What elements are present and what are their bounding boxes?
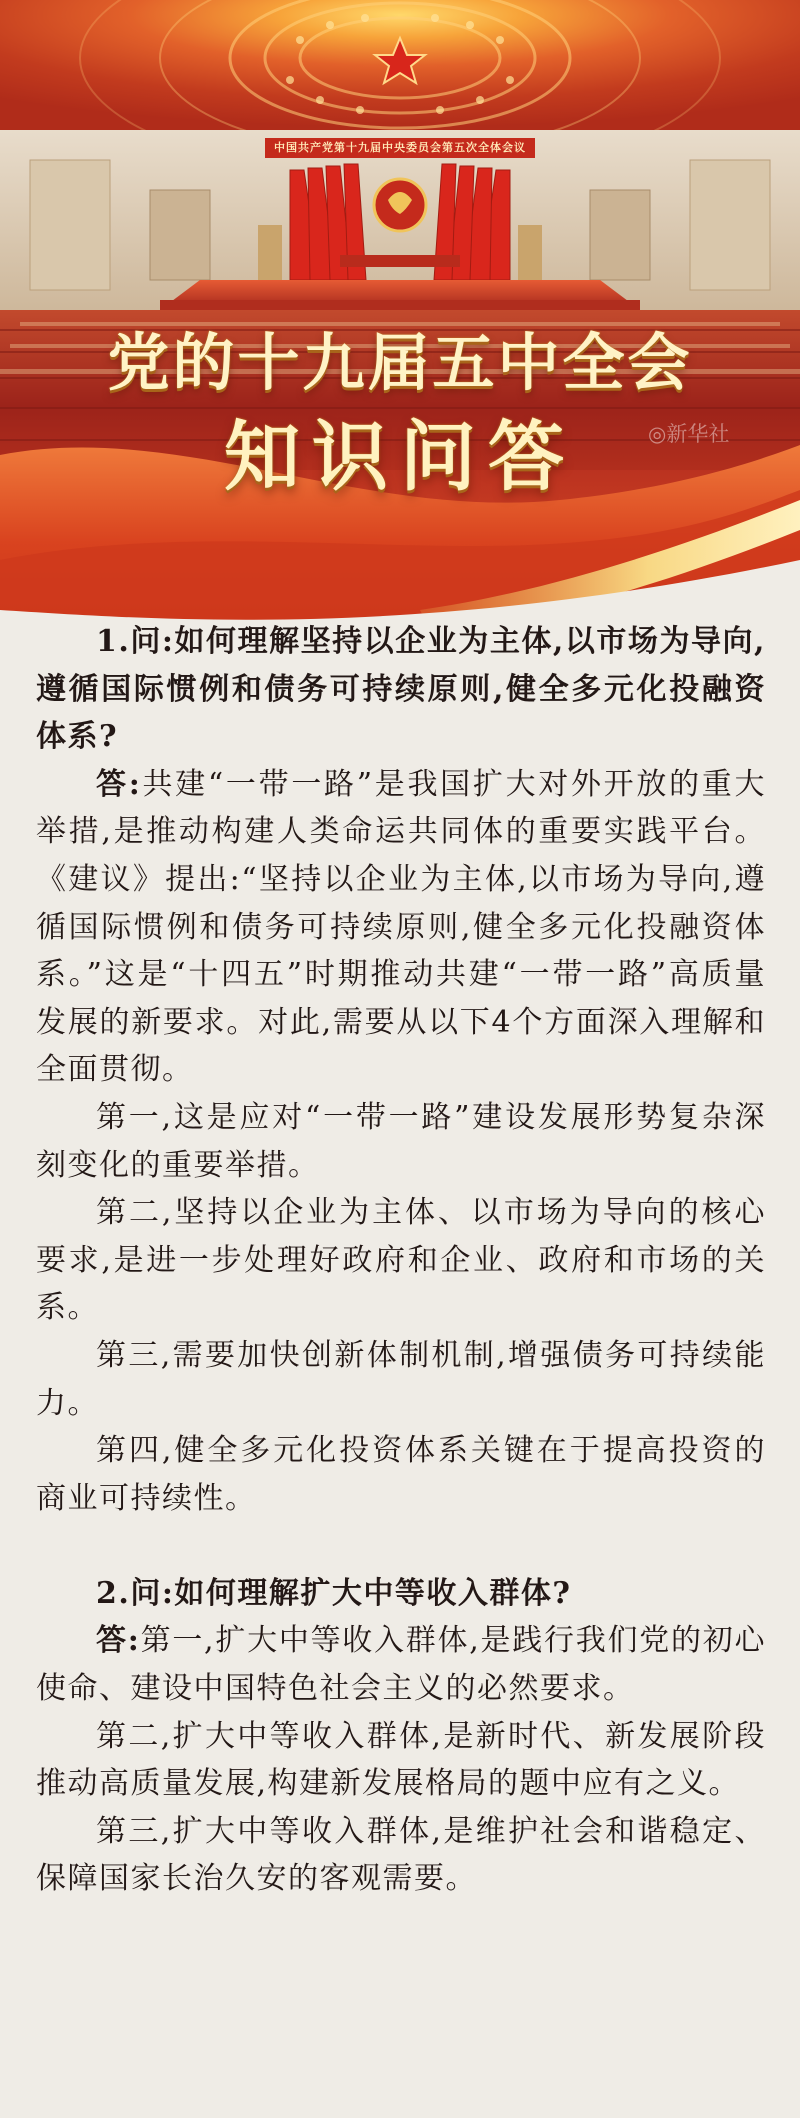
- title-line-1: 党的十九届五中全会: [107, 326, 693, 399]
- answer-2-intro: [36, 1617, 766, 1712]
- hall-banner-text: 中国共产党第十九届中央委员会第五次全体会议: [274, 141, 526, 154]
- hall-illustration: [0, 0, 800, 640]
- answer-1-point-1: 第一,这是应对“一带一路”建设发展形势复杂深刻变化的重要举措。: [36, 1099, 766, 1183]
- answer-2-point-3: 第三,扩大中等收入群体,是维护社会和谐稳定、保障国家长治久安的客观需要。: [36, 1813, 766, 1897]
- question-1: 1.问:如何理解坚持以企业为主体,以市场为导向,遵循国际惯例和债务可持续原则,健全多元化投融资体系?: [36, 624, 766, 755]
- answer-2-text: 第一,扩大中等收入群体,是践行我们党的初心使命、建设中国特色社会主义的必然要求。: [36, 1623, 767, 1707]
- answer-2-label: 答:: [96, 1623, 141, 1659]
- title-line-2: 知识问答: [224, 412, 576, 501]
- article-body: [36, 618, 766, 1903]
- answer-1-text: 共建“一带一路”是我国扩大对外开放的重大举措,是推动构建人类命运共同体的重要实践平台。《建议》提出:“坚持以企业为主体,以市场为导向,遵循国际惯例和债务可持续原则,健全多元化投融资体系。”这是“十四五”时期推动共建“一带一路”高质量发展的新要求。对此,需要从以下4个方面深入理解和全面贯彻。: [36, 766, 766, 1088]
- header-banner: [0, 0, 800, 640]
- section-gap: [36, 1522, 766, 1570]
- question-2: 2.问:如何理解扩大中等收入群体?: [96, 1575, 572, 1611]
- answer-1-point-2: 第二,坚持以企业为主体、以市场为导向的核心要求,是进一步处理好政府和企业、政府和市场的关系。: [36, 1195, 766, 1326]
- answer-2-point-2: 第二,扩大中等收入群体,是新时代、新发展阶段推动高质量发展,构建新发展格局的题中应有之义。: [36, 1718, 766, 1802]
- answer-1-label: 答:: [96, 766, 142, 802]
- answer-1-point-3: 第三,需要加快创新体制机制,增强债务可持续能力。: [36, 1337, 766, 1421]
- answer-1-intro: [36, 761, 766, 1094]
- xinhua-watermark: ◎新华社: [648, 422, 730, 446]
- answer-1-point-4: 第四,健全多元化投资体系关键在于提高投资的商业可持续性。: [36, 1433, 766, 1516]
